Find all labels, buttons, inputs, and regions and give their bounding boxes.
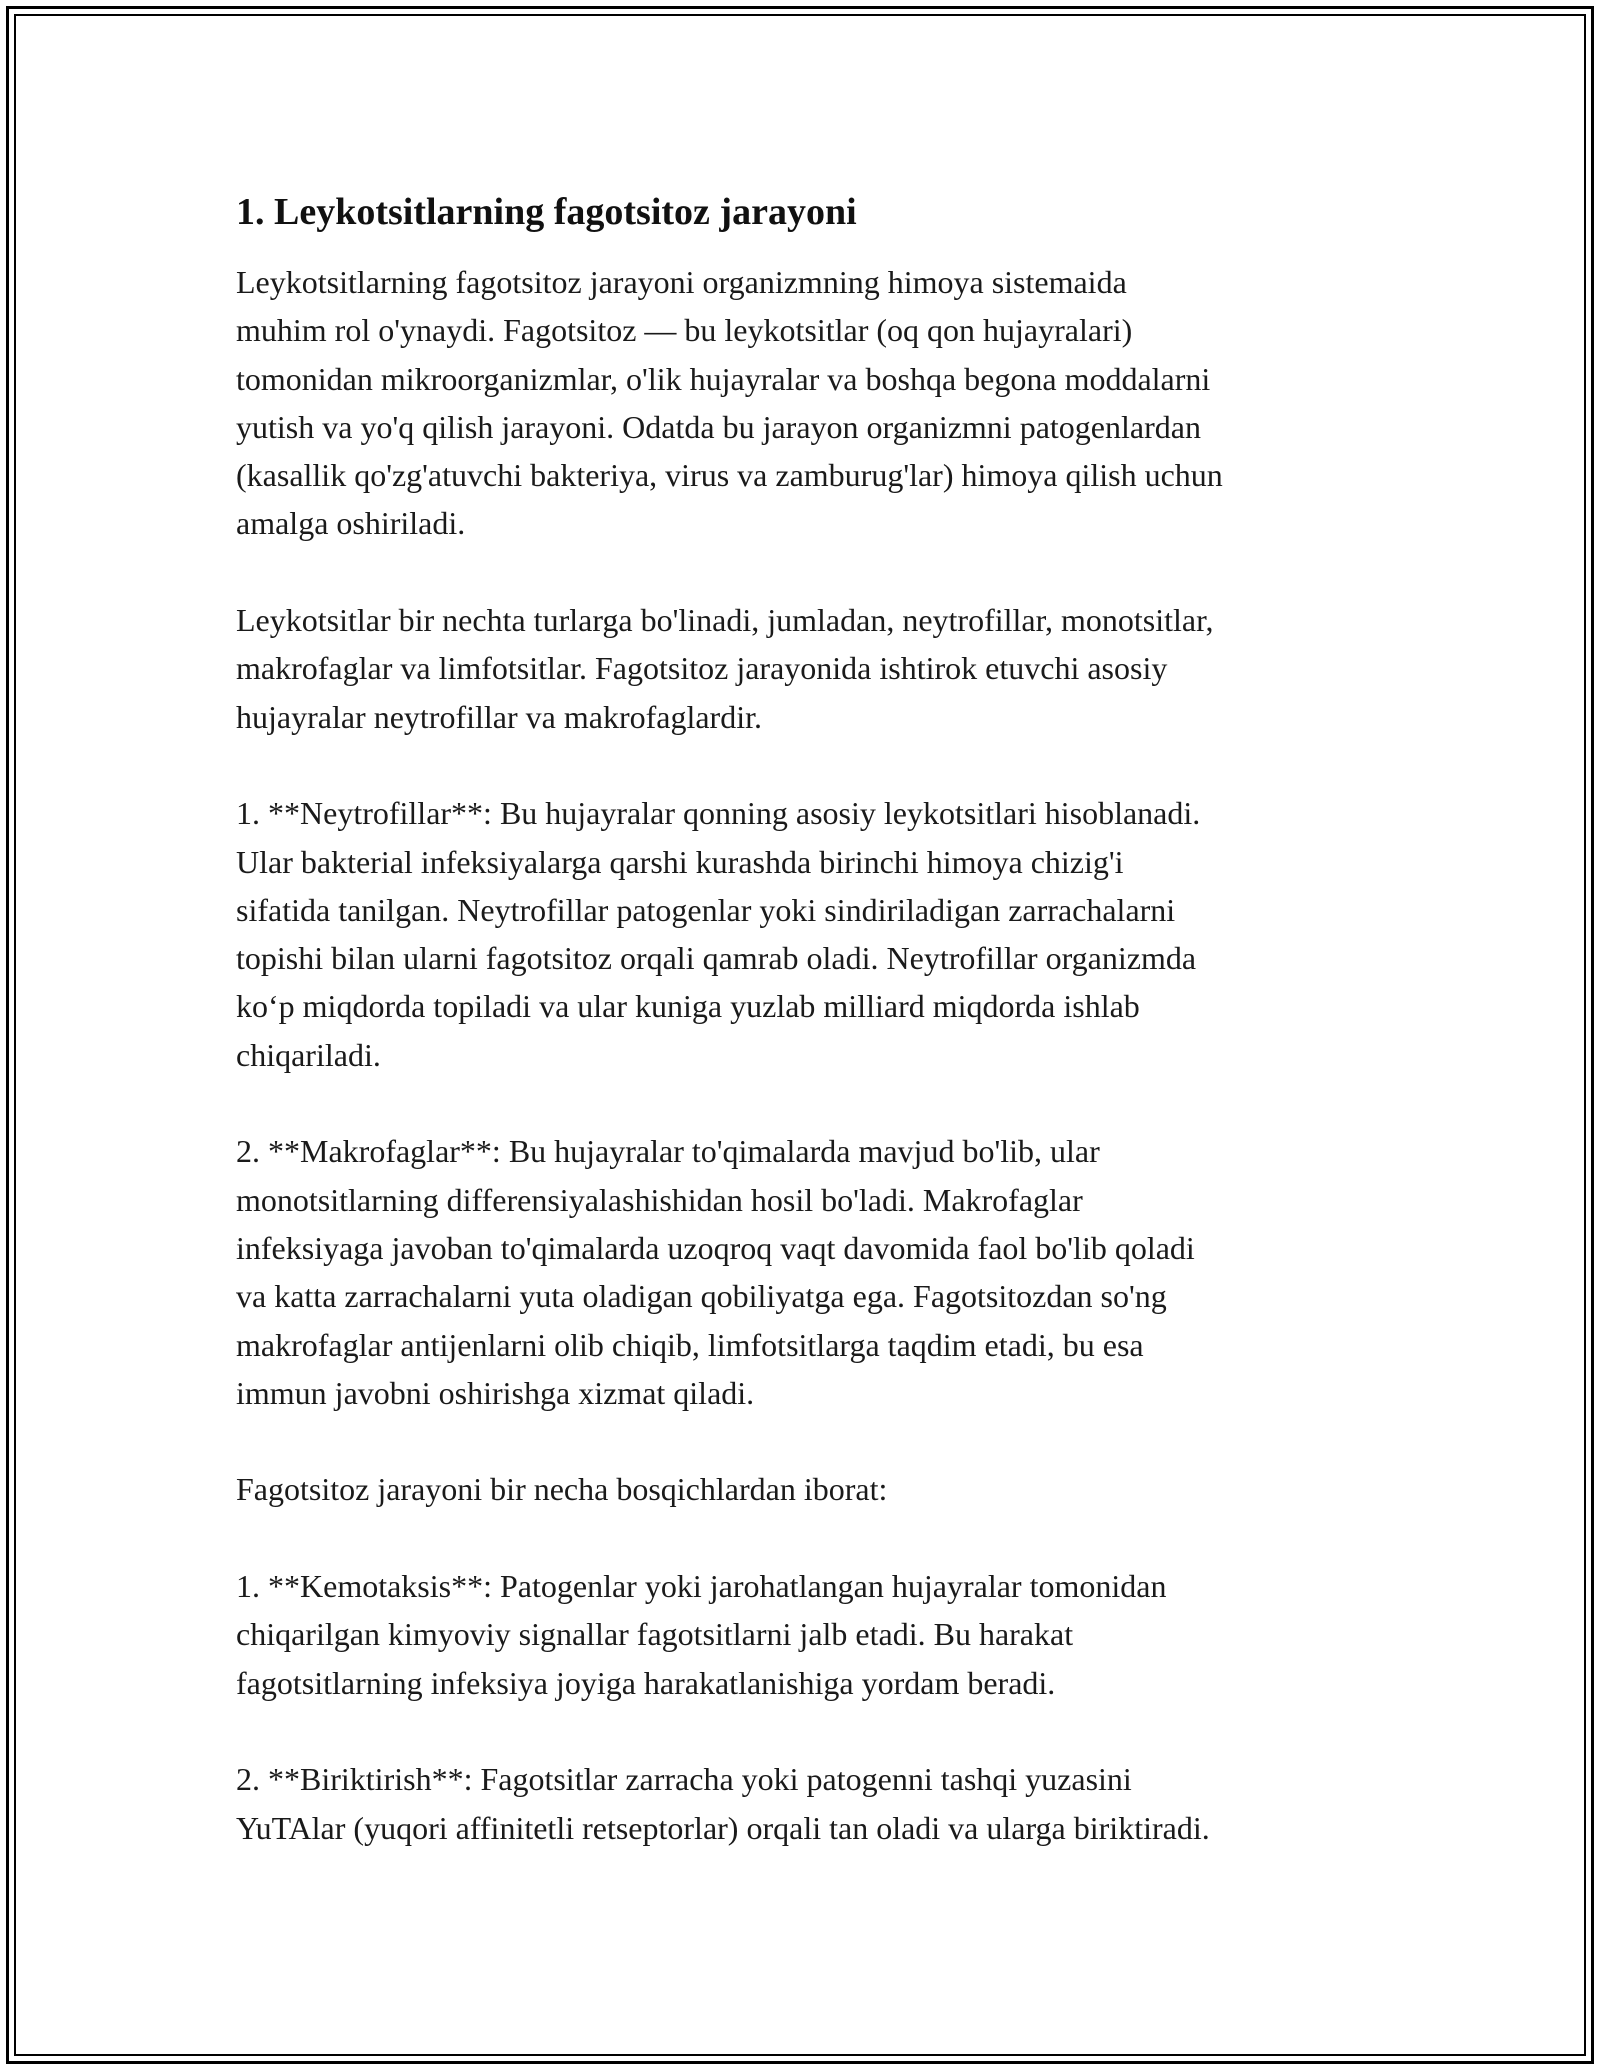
paragraph-neutrophils: 1. **Neytrofillar**: Bu hujayralar qonning asosiy leykotsitlari hisoblanadi. Ular bakterial infeksiyalarga qarshi kurashda birinchi himoya chizig'i sifatida tanilgan. Neytrofillar patogenlar yoki sindiriladigan zarrachalarni topishi bilan ularni fagotsitoz orqali qamrab oladi. Neytrofillar organizmda koʻp miqdorda topiladi va ular kuniga yuzlab milliard miqdorda ishlab chiqariladi. [236,795,1201,1073]
paragraph-stages-intro: Fagotsitoz jarayoni bir necha bosqichlardan iborat: [236,1471,888,1508]
paragraph-attachment: 2. **Biriktirish**: Fagotsitlar zarracha yoki patogenni tashqi yuzasini YuTAlar (yuqori affinitetli retseptorlar) orqali tan oladi va ularga biriktiradi. [236,1761,1210,1846]
paragraph-chemotaxis: 1. **Kemotaksis**: Patogenlar yoki jarohatlangan hujayralar tomonidan chiqarilgan kimyoviy signallar fagotsitlarni jalb etadi. Bu harakat fagotsitlarning infeksiya joyiga harakatlanishiga yordam beradi. [236,1568,1167,1701]
paragraph-macrophages: 2. **Makrofaglar**: Bu hujayralar to'qimalarda mavjud bo'lib, ular monotsitlarning differensiyalashishidan hosil bo'ladi. Makrofaglar infeksiyaga javoban to'qimalarda uzoqroq vaqt davomida faol bo'lib qoladi va katta zarrachalarni yuta oladigan qobiliyatga ega. Fagotsitozdan so'ng makrofaglar antijenlarni olib chiqib, limfotsitlarga taqdim etadi, bu esa immun javobni oshirishga xizmat qiladi. [236,1133,1195,1411]
document-title: 1. Leykotsitlarning fagotsitoz jarayoni [236,191,857,233]
paragraph-intro: Leykotsitlarning fagotsitoz jarayoni organizmning himoya sistemaida muhim rol o'ynaydi. Fagotsitoz — bu leykotsitlar (oq qon hujayralari) tomonidan mikroorganizmlar, o'lik hujayralar va boshqa begona moddalarni yutish va yo'q qilish jarayoni. Odatda bu jarayon organizmni patogenlardan (kasallik qo'zg'atuvchi bakteriya, virus va zamburug'lar) himoya qilish uchun amalga oshiriladi. [236,264,1223,542]
document-body [236,188,1386,1852]
paragraph-leukocyte-types: Leykotsitlar bir nechta turlarga bo'linadi, jumladan, neytrofillar, monotsitlar, makrofaglar va limfotsitlar. Fagotsitoz jarayonida ishtirok etuvchi asosiy hujayralar neytrofillar va makrofaglardir. [236,602,1214,735]
